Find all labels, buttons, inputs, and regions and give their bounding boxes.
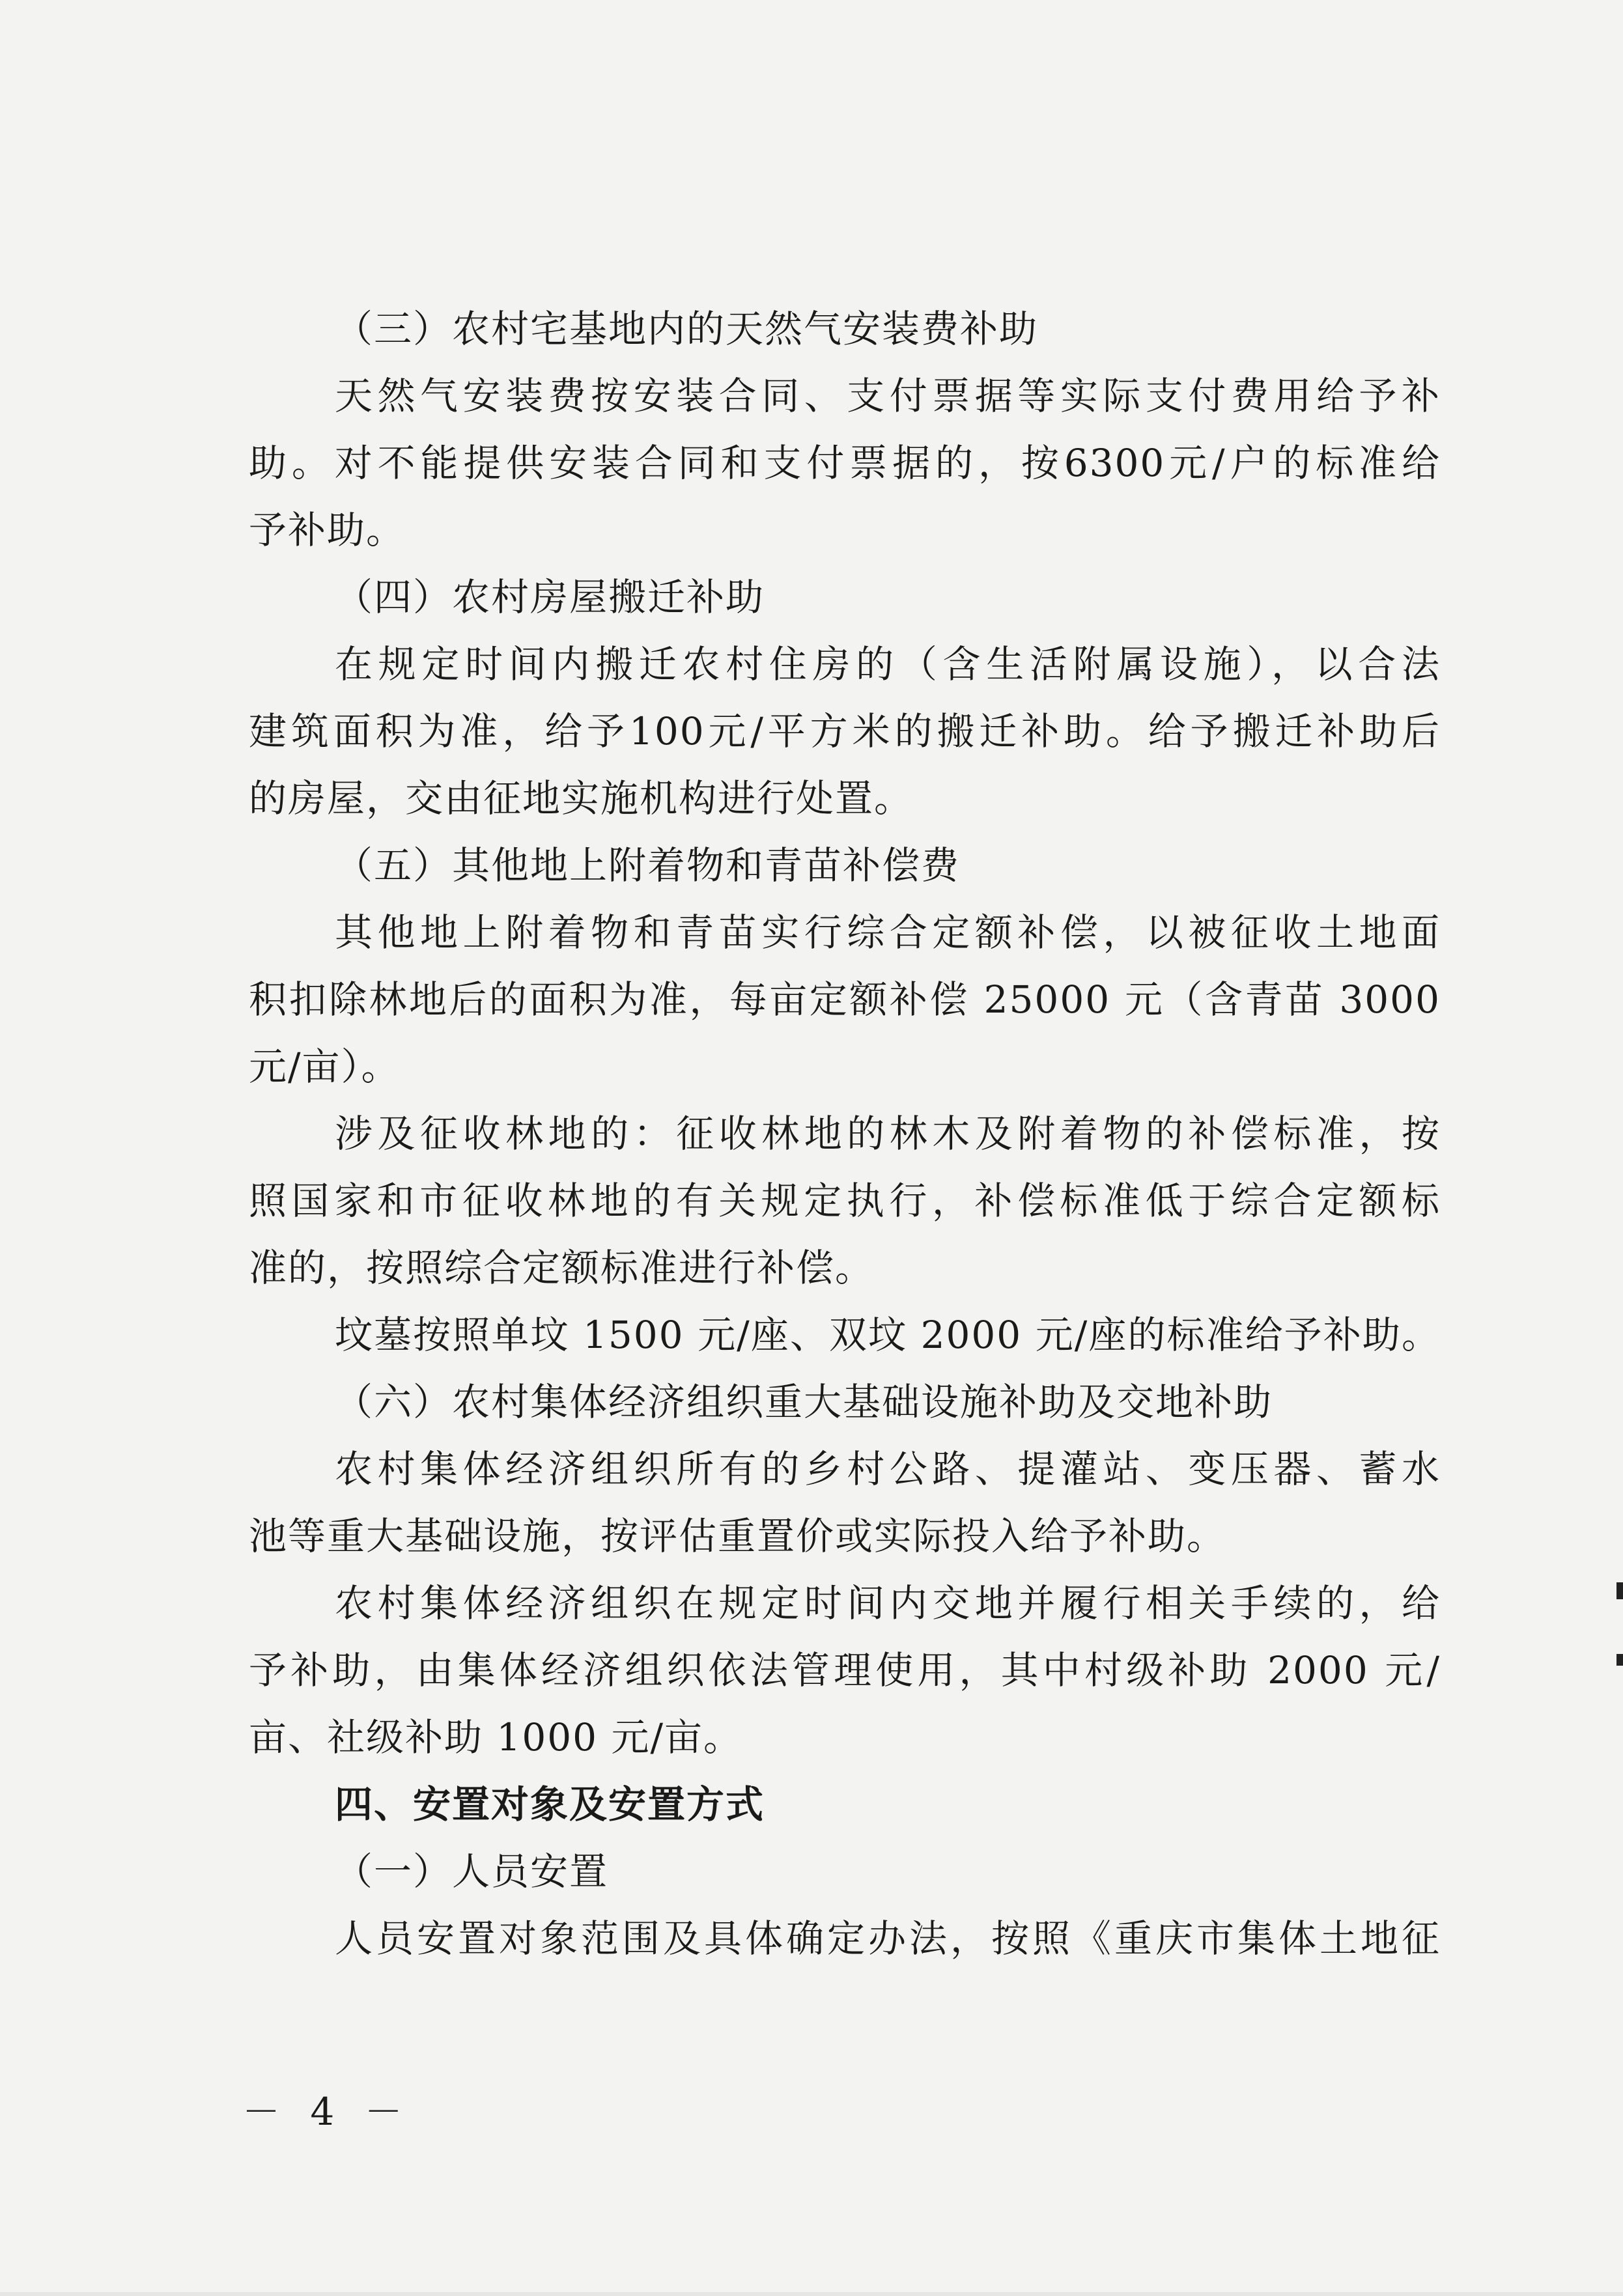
paragraph-line: 天然气安装费按安装合同、支付票据等实际支付费用给予补 (335, 374, 1441, 418)
scan-edge-mark (1616, 1654, 1623, 1666)
section-heading-3: （三）农村宅基地内的天然气安装费补助 (335, 307, 1039, 351)
paragraph-line: 元/亩）。 (249, 1044, 401, 1089)
paragraph-line: 农村集体经济组织在规定时间内交地并履行相关手续的，给 (335, 1581, 1441, 1625)
paragraph-line: 积扣除林地后的面积为准，每亩定额补偿 25000 元（含青苗 3000 (249, 977, 1441, 1022)
paragraph-line: 照国家和市征收林地的有关规定执行，补偿标准低于综合定额标 (249, 1179, 1441, 1223)
subsection-heading-1: （一）人员安置 (335, 1849, 609, 1894)
paragraph-line: 其他地上附着物和青苗实行综合定额补偿，以被征收土地面 (335, 910, 1441, 955)
paragraph-line: 的房屋，交由征地实施机构进行处置。 (249, 776, 914, 820)
paragraph-line: 亩、社级补助 1000 元/亩。 (249, 1715, 743, 1759)
section-heading-5: （五）其他地上附着物和青苗补偿费 (335, 843, 961, 888)
paragraph-line: 坟墓按照单坟 1500 元/座、双坟 2000 元/座的标准给予补助。 (335, 1313, 1441, 1357)
paragraph-line: 准的，按照综合定额标准进行补偿。 (249, 1246, 875, 1290)
paragraph-line: 予补助，由集体经济组织依法管理使用，其中村级补助 2000 元/ (249, 1648, 1441, 1692)
scan-bottom-edge (0, 2292, 1623, 2296)
paragraph-line: 在规定时间内搬迁农村住房的（含生活附属设施），以合法 (335, 642, 1441, 686)
chapter-heading-4: 四、安置对象及安置方式 (335, 1782, 765, 1827)
paragraph-line: 人员安置对象范围及具体确定办法，按照《重庆市集体土地征 (335, 1916, 1441, 1961)
section-heading-6: （六）农村集体经济组织重大基础设施补助及交地补助 (335, 1380, 1273, 1424)
paragraph-line: 池等重大基础设施，按评估重置价或实际投入给予补助。 (249, 1514, 1226, 1558)
scan-edge-mark (1616, 1582, 1623, 1599)
paragraph-line: 予补助。 (249, 508, 406, 552)
paragraph-line: 农村集体经济组织所有的乡村公路、提灌站、变压器、蓄水 (335, 1447, 1441, 1491)
paragraph-line: 建筑面积为准，给予100元/平方米的搬迁补助。给予搬迁补助后 (249, 709, 1441, 753)
section-heading-4: （四）农村房屋搬迁补助 (335, 575, 765, 619)
paragraph-line: 涉及征收林地的：征收林地的林木及附着物的补偿标准，按 (335, 1112, 1441, 1156)
paragraph-line: 助。对不能提供安装合同和支付票据的，按6300元/户的标准给 (249, 441, 1441, 485)
page-number: － 4 － (242, 2090, 412, 2134)
